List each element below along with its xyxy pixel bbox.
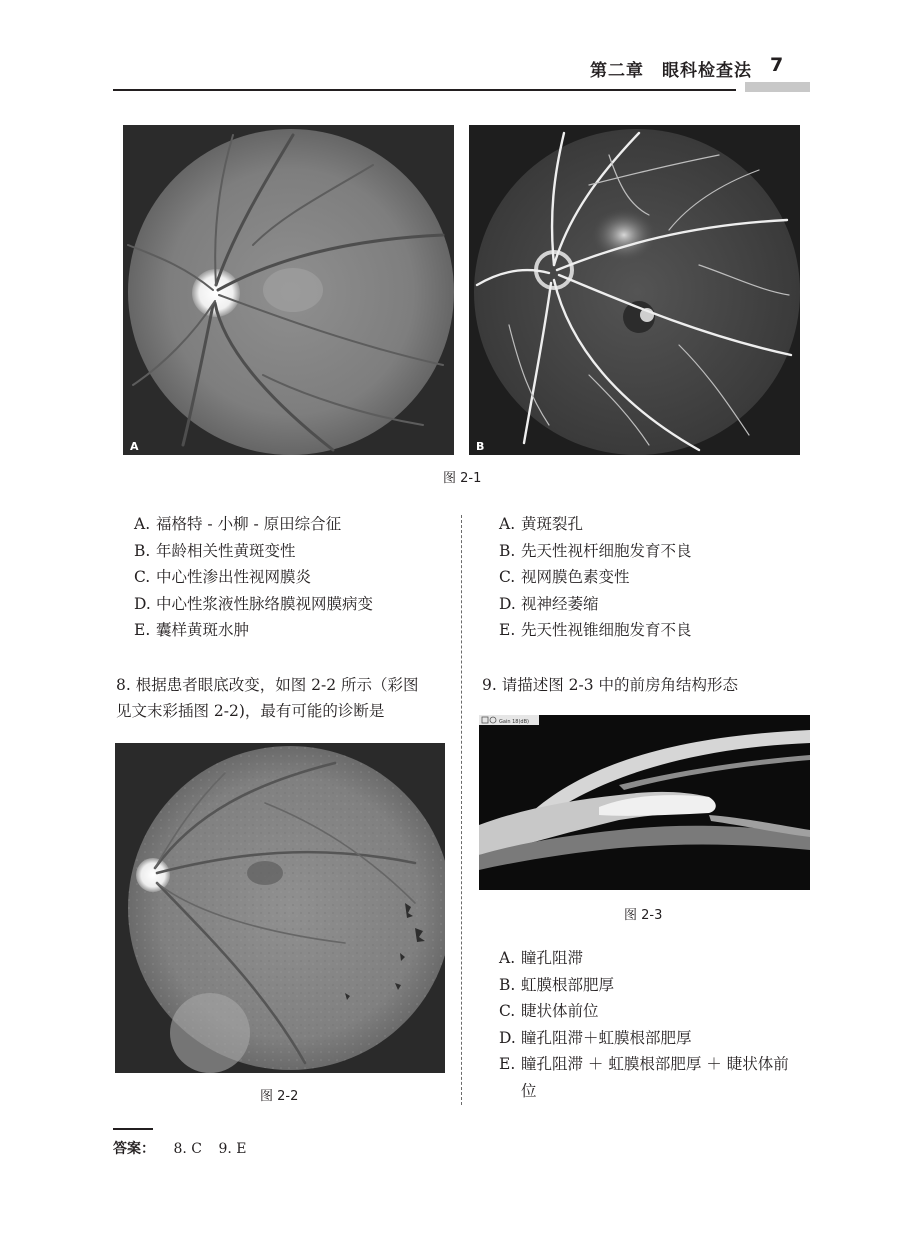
figure-2-2-fundus-photo: [115, 743, 445, 1073]
answers: [113, 1138, 258, 1158]
list-item: E. 先天性视锥细胞发育不良: [499, 621, 692, 640]
q7-options: [134, 511, 373, 644]
panel-label-b: B: [476, 440, 485, 453]
list-item: A. 黄斑裂孔: [499, 515, 584, 533]
question-9-text: 9. 请描述图 2-3 中的前房角结构形态: [482, 676, 739, 694]
question-8-line-2: 见文末彩插图 2-2)，最有可能的诊断是: [116, 702, 385, 720]
question-8-line-1: 8. 根据患者眼底改变，如图 2-2 所示（彩图: [116, 676, 419, 694]
chapter-title: 第二章 眼科检查法: [590, 61, 752, 81]
page-number: 7: [770, 54, 784, 76]
q9-options: [499, 945, 819, 1105]
figure-2-1-caption: 图 2-1: [443, 471, 482, 486]
answers-label: 答案：: [113, 1141, 155, 1157]
answer-8: 8. C: [173, 1141, 202, 1157]
list-item: D. 瞳孔阻滞＋虹膜根部肥厚: [499, 1028, 692, 1047]
column-divider: [461, 515, 462, 1105]
list-item: D. 中心性浆液性脉络膜视网膜病变: [134, 594, 374, 613]
list-item: A. 福格特 - 小柳 - 原田综合征: [134, 515, 342, 533]
list-item: E. 囊样黄斑水肿: [134, 621, 250, 640]
question-8-text: [116, 672, 419, 724]
list-item: C. 中心性渗出性视网膜炎: [134, 568, 312, 587]
figure-2-2-caption: 图 2-2: [260, 1089, 299, 1104]
figure-2-1a-fundus-photo: [123, 125, 454, 455]
list-item: E. 瞳孔阻滞 ＋ 虹膜根部肥厚 ＋ 睫状体前位: [499, 1055, 789, 1100]
list-item: B. 先天性视杆细胞发育不良: [499, 541, 692, 560]
list-item: B. 虹膜根部肥厚: [499, 975, 615, 994]
list-item: A. 瞳孔阻滞: [499, 949, 584, 967]
answers-rule: [113, 1128, 153, 1130]
list-item: B. 年龄相关性黄斑变性: [134, 541, 296, 560]
list-item: C. 视网膜色素变性: [499, 568, 630, 587]
header-rule: [113, 89, 736, 91]
list-item: C. 睫状体前位: [499, 1002, 599, 1021]
q-right-options: [499, 511, 692, 644]
figure-2-1b-angiogram: [469, 125, 800, 455]
answer-9: 9. E: [218, 1141, 247, 1157]
panel-label-a: A: [130, 440, 139, 453]
ubm-toolbar-text: Gain 18(dB): [499, 719, 529, 725]
list-item: D. 视神经萎缩: [499, 594, 599, 613]
header-accent-bar: [745, 82, 810, 92]
figure-2-3-caption: 图 2-3: [624, 908, 663, 923]
figure-2-3-ubm-image: [479, 715, 810, 890]
